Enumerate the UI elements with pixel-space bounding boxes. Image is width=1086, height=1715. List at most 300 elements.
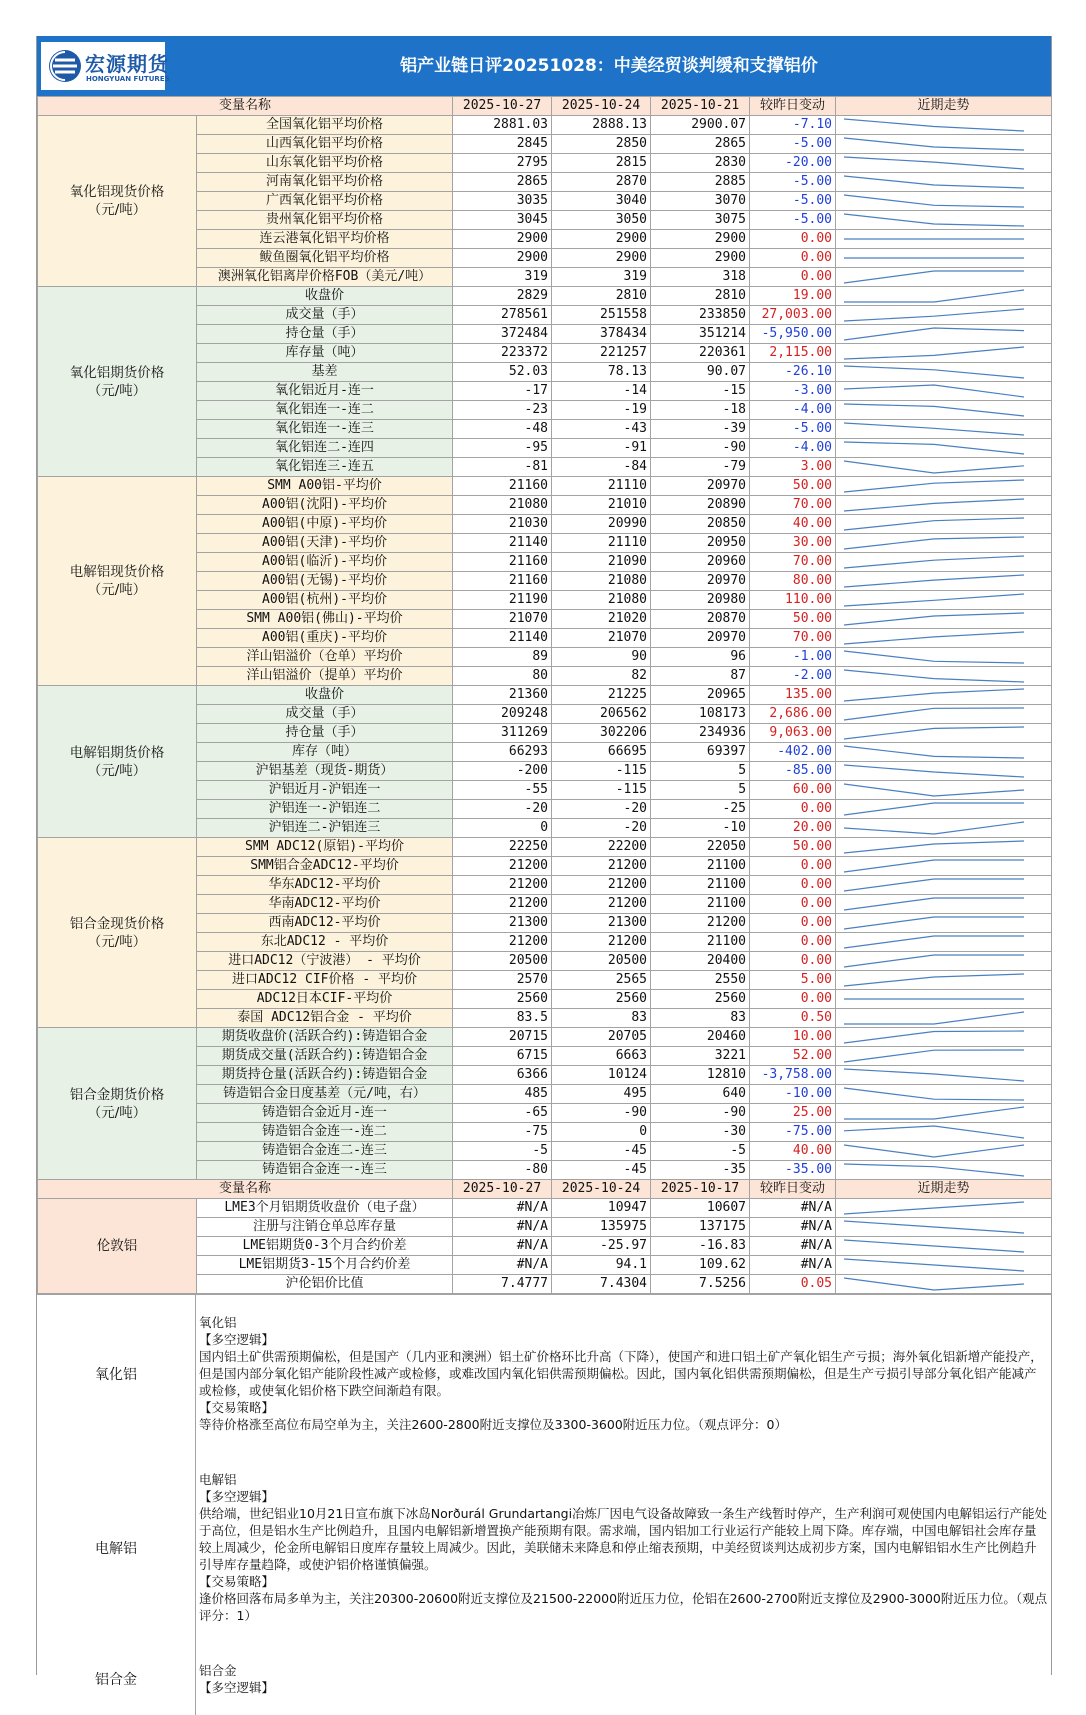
commentary-line: 铝合金 [199, 1663, 237, 1678]
row-label: 铸造铝合金连一-连二 [197, 1123, 453, 1142]
sparkline-path [844, 746, 1024, 758]
row-value: 2900 [453, 230, 552, 249]
row-trend [836, 686, 1052, 705]
row-change: 40.00 [750, 515, 836, 534]
header-cell: 较昨日变动 [750, 1180, 836, 1199]
row-value: 21300 [552, 914, 651, 933]
sparkline-path [844, 1088, 1024, 1100]
sparkline-chart [836, 800, 1032, 818]
row-value: 223372 [453, 344, 552, 363]
row-trend [836, 895, 1052, 914]
row-change: 0.00 [750, 230, 836, 249]
row-label: A00铝(中原)-平均价 [197, 515, 453, 534]
row-value: 302206 [552, 724, 651, 743]
row-value: 311269 [453, 724, 552, 743]
row-trend [836, 1028, 1052, 1047]
row-change: -4.00 [750, 439, 836, 458]
sparkline-chart [836, 819, 1032, 837]
sparkline-path [844, 841, 1024, 853]
row-value: 351214 [651, 325, 750, 344]
row-label: 沪伦铝价比值 [197, 1275, 453, 1294]
company-logo [41, 42, 170, 90]
row-value: 20870 [651, 610, 750, 629]
sparkline-path [844, 214, 1024, 226]
sparkline-path [844, 1107, 1024, 1119]
commentary-line: 等待价格涨至高位布局空单为主，关注2600-2800附近支撑位及3300-3600附近压力位。（观点评分：0） [199, 1417, 787, 1432]
row-value: 20400 [651, 952, 750, 971]
row-value: -75 [453, 1123, 552, 1142]
sparkline-chart [836, 287, 1032, 305]
row-change: -5.00 [750, 420, 836, 439]
row-value: 6663 [552, 1047, 651, 1066]
row-label: 华东ADC12-平均价 [197, 876, 453, 895]
row-change: -5.00 [750, 135, 836, 154]
sparkline-path [844, 708, 1024, 720]
row-value: 21200 [453, 933, 552, 952]
report-title: 铝产业链日评20251028：中美经贸谈判缓和支撑铝价 [400, 56, 818, 76]
sparkline-path [844, 1278, 1024, 1290]
row-change: 0.00 [750, 895, 836, 914]
row-value: 206562 [552, 705, 651, 724]
row-value: 233850 [651, 306, 750, 325]
sparkline-path [844, 404, 1024, 416]
table-header-row [38, 97, 1052, 116]
row-trend [836, 1237, 1052, 1256]
header-cell: 2025-10-17 [651, 1180, 750, 1199]
row-trend [836, 211, 1052, 230]
row-value: 21100 [651, 876, 750, 895]
sparkline-chart [836, 363, 1032, 381]
sparkline-path [844, 119, 1024, 131]
sparkline-path [844, 480, 1024, 492]
row-value: 66293 [453, 743, 552, 762]
row-label: A00铝(重庆)-平均价 [197, 629, 453, 648]
row-trend [836, 914, 1052, 933]
sparkline-chart [836, 724, 1032, 742]
row-change: -2.00 [750, 667, 836, 686]
row-label: 连云港氧化铝平均价格 [197, 230, 453, 249]
row-label: 山东氧化铝平均价格 [197, 154, 453, 173]
row-value: -25.97 [552, 1237, 651, 1256]
row-label: 进口ADC12 CIF价格 - 平均价 [197, 971, 453, 990]
row-trend [836, 363, 1052, 382]
sparkline-chart [836, 895, 1032, 913]
row-label: 注册与注销仓单总库存量 [197, 1218, 453, 1237]
row-change: 70.00 [750, 629, 836, 648]
row-change: #N/A [750, 1256, 836, 1275]
row-label: 沪铝基差（现货-期货） [197, 762, 453, 781]
row-trend [836, 990, 1052, 1009]
row-value: 21110 [552, 534, 651, 553]
row-value: 21200 [453, 895, 552, 914]
row-trend [836, 192, 1052, 211]
sparkline-path [844, 613, 1024, 625]
spacer [199, 1645, 1048, 1662]
sparkline-path [844, 1126, 1024, 1138]
row-value: 319 [453, 268, 552, 287]
row-value: 21160 [453, 553, 552, 572]
row-label: 澳洲氧化铝离岸价格FOB（美元/吨） [197, 268, 453, 287]
row-value: 21200 [552, 933, 651, 952]
section-category: 电解铝期货价格 （元/吨） [38, 686, 197, 838]
row-value: 69397 [651, 743, 750, 762]
row-value: -84 [552, 458, 651, 477]
row-trend [836, 1009, 1052, 1028]
sparkline-path [844, 271, 1024, 283]
row-change: 70.00 [750, 553, 836, 572]
row-value: 87 [651, 667, 750, 686]
commentary-line: 【交易策略】 [199, 1574, 275, 1589]
row-trend [836, 724, 1052, 743]
row-change: -1.00 [750, 648, 836, 667]
row-trend [836, 496, 1052, 515]
row-value: -20 [552, 819, 651, 838]
header-cell: 2025-10-24 [552, 1180, 651, 1199]
sparkline-chart [836, 477, 1032, 495]
row-value: -80 [453, 1161, 552, 1180]
sparkline-chart [836, 135, 1032, 153]
commentary-category: 电解铝 [37, 1452, 196, 1643]
row-trend [836, 401, 1052, 420]
row-trend [836, 1275, 1052, 1294]
row-value: 137175 [651, 1218, 750, 1237]
row-value: 278561 [453, 306, 552, 325]
sparkline-path [844, 803, 1024, 815]
sparkline-chart [836, 648, 1032, 666]
row-change: 2,115.00 [750, 344, 836, 363]
row-change: 110.00 [750, 591, 836, 610]
row-trend [836, 800, 1052, 819]
row-value: 21080 [453, 496, 552, 515]
sparkline-path [844, 727, 1024, 739]
row-trend [836, 382, 1052, 401]
sparkline-chart [836, 420, 1032, 438]
row-value: -43 [552, 420, 651, 439]
row-trend [836, 1047, 1052, 1066]
row-value: -90 [651, 1104, 750, 1123]
row-label: SMM铝合金ADC12-平均价 [197, 857, 453, 876]
sparkline-chart [836, 192, 1032, 210]
row-value: 5 [651, 762, 750, 781]
row-value: -45 [552, 1142, 651, 1161]
sparkline-path [844, 1012, 1024, 1024]
row-value: -65 [453, 1104, 552, 1123]
sparkline-path [844, 1145, 1024, 1157]
commentary-body [196, 1643, 1051, 1715]
row-change: #N/A [750, 1199, 836, 1218]
sparkline-path [844, 138, 1024, 150]
row-change: 19.00 [750, 287, 836, 306]
row-value: -18 [651, 401, 750, 420]
sparkline-path [844, 442, 1024, 454]
table-row [38, 116, 1052, 135]
row-trend [836, 458, 1052, 477]
row-change: 20.00 [750, 819, 836, 838]
commentary-body [196, 1452, 1051, 1643]
row-value: 3221 [651, 1047, 750, 1066]
commentary-block [37, 1295, 1051, 1452]
row-value: -14 [552, 382, 651, 401]
sparkline-path [844, 290, 1024, 302]
row-value: 20705 [552, 1028, 651, 1047]
row-label: 沪铝近月-沪铝连一 [197, 781, 453, 800]
row-change: #N/A [750, 1218, 836, 1237]
row-trend [836, 743, 1052, 762]
sparkline-chart [836, 1161, 1032, 1179]
sparkline-chart [836, 1256, 1032, 1274]
row-label: 收盘价 [197, 287, 453, 306]
sparkline-chart [836, 1218, 1032, 1236]
row-label: 铸造铝合金连一-连三 [197, 1161, 453, 1180]
row-change: 0.00 [750, 952, 836, 971]
row-value: 20965 [651, 686, 750, 705]
row-label: A00铝(沈阳)-平均价 [197, 496, 453, 515]
row-value: 640 [651, 1085, 750, 1104]
row-value: 10607 [651, 1199, 750, 1218]
row-value: -10 [651, 819, 750, 838]
row-label: 氧化铝连三-连五 [197, 458, 453, 477]
row-value: 2865 [453, 173, 552, 192]
sparkline-path [844, 347, 1024, 359]
sparkline-chart [836, 876, 1032, 894]
row-change: -3,758.00 [750, 1066, 836, 1085]
row-value: 2900 [651, 230, 750, 249]
row-value: 21140 [453, 629, 552, 648]
commentary-line: 逢价格回落布局多单为主，关注20300-20600附近支撑位及21500-22000附近压力位，伦铝在2600-2700附近支撑位及2900-3000附近压力位。（观点评分：1） [199, 1591, 1048, 1623]
row-trend [836, 287, 1052, 306]
row-change: -5.00 [750, 211, 836, 230]
sparkline-chart [836, 382, 1032, 400]
row-value: 2560 [453, 990, 552, 1009]
sparkline-chart [836, 173, 1032, 191]
row-value: 20500 [453, 952, 552, 971]
row-value: 83 [651, 1009, 750, 1028]
row-value: -39 [651, 420, 750, 439]
row-value: 21200 [453, 876, 552, 895]
row-label: ADC12日本CIF-平均价 [197, 990, 453, 1009]
sparkline-chart [836, 1237, 1032, 1255]
sparkline-path [844, 974, 1024, 986]
sparkline-path [844, 157, 1024, 169]
sparkline-path [844, 518, 1024, 530]
row-trend [836, 781, 1052, 800]
row-value: 21070 [552, 629, 651, 648]
row-trend [836, 933, 1052, 952]
row-trend [836, 477, 1052, 496]
header-cell: 2025-10-24 [552, 97, 651, 116]
row-value: 21200 [552, 895, 651, 914]
row-value: 21100 [651, 895, 750, 914]
row-value: 21140 [453, 534, 552, 553]
row-value: -15 [651, 382, 750, 401]
row-value: 66695 [552, 743, 651, 762]
row-change: -10.00 [750, 1085, 836, 1104]
sparkline-chart [836, 1275, 1032, 1293]
row-value: 2810 [651, 287, 750, 306]
row-value: 6366 [453, 1066, 552, 1085]
row-value: 20970 [651, 572, 750, 591]
row-value: -55 [453, 781, 552, 800]
row-value: 3045 [453, 211, 552, 230]
sparkline-path [844, 689, 1024, 701]
sparkline-chart [836, 534, 1032, 552]
spacer [199, 1454, 1048, 1471]
row-value: 2815 [552, 154, 651, 173]
row-value: 0 [552, 1123, 651, 1142]
spacer [199, 1297, 1048, 1314]
row-value: 2900.07 [651, 116, 750, 135]
row-value: 2829 [453, 287, 552, 306]
row-change: 2,686.00 [750, 705, 836, 724]
row-value: 221257 [552, 344, 651, 363]
price-table [37, 96, 1052, 1294]
row-change: 0.00 [750, 914, 836, 933]
row-change: 30.00 [750, 534, 836, 553]
row-label: 沪铝连一-沪铝连二 [197, 800, 453, 819]
row-value: 7.5256 [651, 1275, 750, 1294]
sparkline-chart [836, 116, 1032, 134]
row-value: 108173 [651, 705, 750, 724]
row-value: 21070 [453, 610, 552, 629]
table-row [38, 287, 1052, 306]
sparkline-path [844, 1240, 1024, 1252]
row-label: 持仓量（手） [197, 724, 453, 743]
row-value: 20850 [651, 515, 750, 534]
commentary-category: 铝合金 [37, 1643, 196, 1715]
commentary-section [37, 1294, 1051, 1695]
row-value: 495 [552, 1085, 651, 1104]
section-category: 氧化铝期货价格 （元/吨） [38, 287, 197, 477]
spacer [199, 1624, 1048, 1641]
row-value: #N/A [453, 1237, 552, 1256]
row-trend [836, 648, 1052, 667]
row-change: -26.10 [750, 363, 836, 382]
row-label: SMM A00铝(佛山)-平均价 [197, 610, 453, 629]
row-trend [836, 1161, 1052, 1180]
row-value: -20 [552, 800, 651, 819]
row-trend [836, 572, 1052, 591]
row-value: 22200 [552, 838, 651, 857]
sparkline-chart [836, 781, 1032, 799]
sparkline-chart [836, 971, 1032, 989]
row-value: -35 [651, 1161, 750, 1180]
row-value: 96 [651, 648, 750, 667]
row-change: -85.00 [750, 762, 836, 781]
row-value: 20970 [651, 477, 750, 496]
sparkline-chart [836, 306, 1032, 324]
row-label: 库存量（吨） [197, 344, 453, 363]
row-label: 持仓量（手） [197, 325, 453, 344]
sparkline-path [844, 1164, 1024, 1176]
row-trend [836, 154, 1052, 173]
row-label: 期货收盘价(活跃合约):铸造铝合金 [197, 1028, 453, 1047]
row-value: 21090 [552, 553, 651, 572]
row-label: A00铝(天津)-平均价 [197, 534, 453, 553]
row-change: 50.00 [750, 610, 836, 629]
sparkline-chart [836, 610, 1032, 628]
row-value: 21110 [552, 477, 651, 496]
sparkline-chart [836, 553, 1032, 571]
sparkline-path [844, 537, 1024, 549]
row-label: A00铝(无锡)-平均价 [197, 572, 453, 591]
sparkline-chart [836, 705, 1032, 723]
row-value: 20990 [552, 515, 651, 534]
row-value: 90.07 [651, 363, 750, 382]
row-value: 20890 [651, 496, 750, 515]
report-sheet [36, 36, 1052, 1695]
row-value: 21030 [453, 515, 552, 534]
row-value: 83 [552, 1009, 651, 1028]
row-change: -402.00 [750, 743, 836, 762]
row-value: 2900 [651, 249, 750, 268]
section-category: 伦敦铝 [38, 1199, 197, 1294]
row-trend [836, 249, 1052, 268]
row-change: #N/A [750, 1237, 836, 1256]
row-value: 21100 [651, 933, 750, 952]
row-value: 89 [453, 648, 552, 667]
sparkline-chart [836, 401, 1032, 419]
row-value: 21360 [453, 686, 552, 705]
sparkline-path [844, 1031, 1024, 1043]
sparkline-chart [836, 667, 1032, 685]
row-label: 铸造铝合金近月-连一 [197, 1104, 453, 1123]
row-label: 全国氧化铝平均价格 [197, 116, 453, 135]
table-row [38, 838, 1052, 857]
row-trend [836, 838, 1052, 857]
row-value: -16.83 [651, 1237, 750, 1256]
row-value: 2888.13 [552, 116, 651, 135]
row-label: 氧化铝近月-连一 [197, 382, 453, 401]
row-value: 21200 [651, 914, 750, 933]
row-value: 2900 [552, 230, 651, 249]
section-category: 电解铝现货价格 （元/吨） [38, 477, 197, 686]
row-trend [836, 1104, 1052, 1123]
sparkline-path [844, 1221, 1024, 1233]
row-value: #N/A [453, 1256, 552, 1275]
row-value: 378434 [552, 325, 651, 344]
row-value: -200 [453, 762, 552, 781]
sparkline-path [844, 765, 1024, 777]
row-trend [836, 610, 1052, 629]
table-row [38, 1199, 1052, 1218]
commentary-block [37, 1643, 1051, 1715]
row-label: 洋山铝溢价（仓单）平均价 [197, 648, 453, 667]
row-change: 0.00 [750, 249, 836, 268]
commentary-line: 【多空逻辑】 [199, 1680, 275, 1695]
row-change: 0.00 [750, 800, 836, 819]
row-label: 东北ADC12 - 平均价 [197, 933, 453, 952]
sparkline-path [844, 309, 1024, 321]
row-value: 94.1 [552, 1256, 651, 1275]
row-change: -5.00 [750, 173, 836, 192]
row-value: 12810 [651, 1066, 750, 1085]
sparkline-chart [836, 914, 1032, 932]
row-value: 7.4304 [552, 1275, 651, 1294]
row-trend [836, 1085, 1052, 1104]
row-value: 20980 [651, 591, 750, 610]
row-value: 0 [453, 819, 552, 838]
sparkline-chart [836, 857, 1032, 875]
sparkline-chart [836, 933, 1032, 951]
row-label: 氧化铝连一-连二 [197, 401, 453, 420]
header-cell: 2025-10-27 [453, 97, 552, 116]
row-trend [836, 1066, 1052, 1085]
sparkline-path [844, 917, 1024, 929]
row-label: 沪铝连二-沪铝连三 [197, 819, 453, 838]
row-value: 5 [651, 781, 750, 800]
row-value: -90 [552, 1104, 651, 1123]
row-value: -115 [552, 762, 651, 781]
